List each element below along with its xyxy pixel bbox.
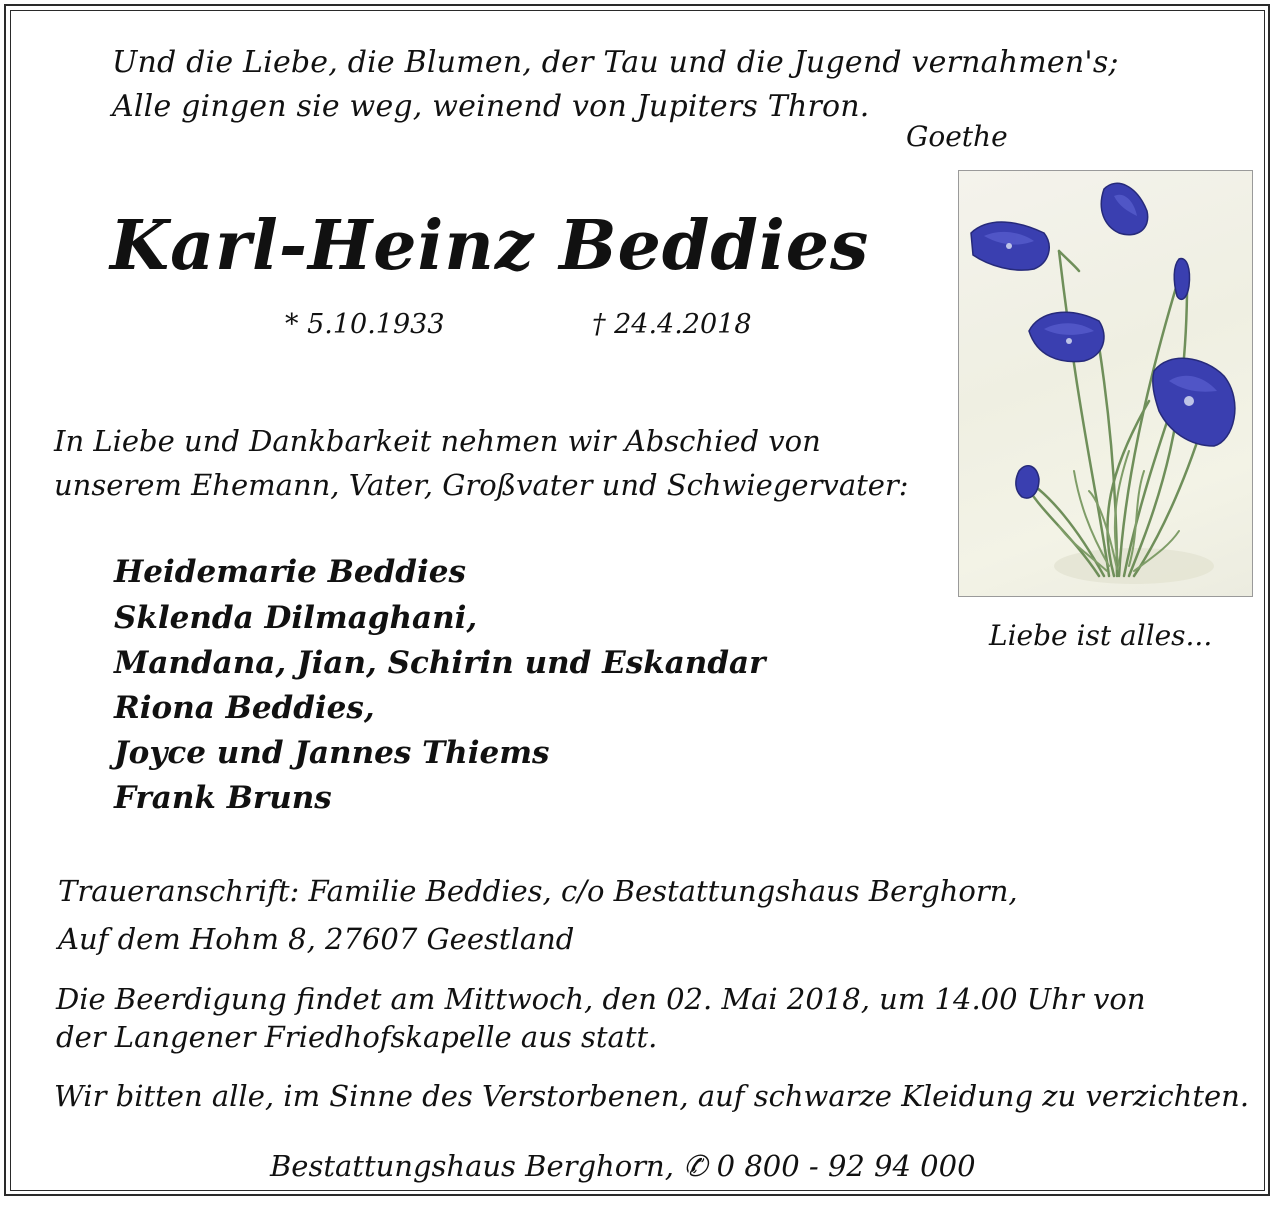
clothing-request: Wir bitten alle, im Sinne des Verstorbenen, auf schwarze Kleidung zu verzichten. <box>54 1079 1250 1113</box>
funeral-line-1: Die Beerdigung findet am Mittwoch, den 02. Mai 2018, um 14.00 Uhr von <box>56 982 1146 1016</box>
address-line-2: Auf dem Hohm 8, 27607 Geestland <box>58 922 575 956</box>
bellflower-icon <box>959 171 1252 596</box>
birth-date: * 5.10.1933 <box>285 309 445 340</box>
quote-line-2: Alle gingen sie weg, weinend von Jupiters Thron. <box>112 89 870 124</box>
funeral-line-2: der Langener Friedhofskapelle aus statt. <box>56 1020 658 1054</box>
bellflower-image <box>958 170 1253 597</box>
address-line-1: Traueranschrift: Familie Beddies, c/o Bestattungshaus Berghorn, <box>58 874 1018 908</box>
intro-line-2: unserem Ehemann, Vater, Großvater und Schwiegervater: <box>54 468 909 502</box>
intro-line-1: In Liebe und Dankbarkeit nehmen wir Abschied von <box>54 424 821 458</box>
mourner-line: Frank Bruns <box>114 780 332 816</box>
mourner-line: Sklenda Dilmaghani, <box>114 600 478 636</box>
quote-line-1: Und die Liebe, die Blumen, der Tau und die Jugend vernahmen's; <box>112 45 1119 80</box>
funeral-home-contact: Bestattungshaus Berghorn, ✆ 0 800 - 92 94 000 <box>270 1149 976 1183</box>
mourner-line: Heidemarie Beddies <box>114 554 466 590</box>
death-date: † 24.4.2018 <box>592 309 752 340</box>
mourner-line: Riona Beddies, <box>114 690 375 726</box>
image-caption: Liebe ist alles... <box>989 619 1213 652</box>
quote-author: Goethe <box>906 120 1008 153</box>
deceased-name: Karl-Heinz Beddies <box>110 206 870 286</box>
mourner-line: Joyce und Jannes Thiems <box>114 735 550 771</box>
mourner-line: Mandana, Jian, Schirin und Eskandar <box>114 645 766 681</box>
